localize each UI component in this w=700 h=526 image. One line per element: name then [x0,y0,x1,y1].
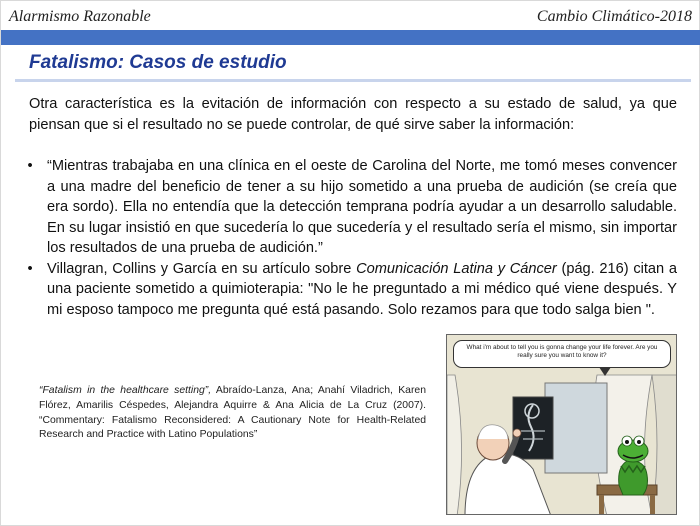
speech-bubble [453,340,671,368]
title-underline [15,79,691,82]
frog-figure [619,461,648,495]
cartoon-image [446,334,677,515]
header-accent-bar [1,30,700,45]
speech-bubble-tail [599,367,611,376]
citation-authors: Abraído-Lanza, Ana; Anahí Viladrich, Karen Flórez, Amarilis Céspedes, Alejandra Aquirre & Ana Alicia de La Cruz (2007). “Commentary: Fatalismo Reconsidered: A Cautionary Note for Health-Related Research and Practice with Latino Populations” [39,385,426,441]
speech-bubble-text: What i'm about to tell you is gonna change your life forever. Are you really sure you want to know it? [466,344,658,360]
bullet-text-start: Villagran, Collins y García en su artículo sobre [47,260,357,277]
intro-paragraph: Otra característica es la evitación de información con respecto a su estado de salud, ya que piensan que si el resultado no se puede controlar, de qué sirve saber la información: [29,96,677,133]
bullet-list [21,156,677,320]
reference-citation [39,384,426,443]
citation-title: “Fatalism in the healthcare setting”, [39,385,212,396]
bullet-marker: • [27,260,33,277]
article-title: Comunicación Latina y Cáncer [356,260,557,277]
bullet-item-villagran-quote [21,259,677,321]
slide-title: Fatalismo: Casos de estudio [29,52,287,73]
bullet-item-clinic-quote [21,156,677,259]
bullet-marker: • [27,158,33,174]
header-right-text: Cambio Climático-2018 [536,8,692,25]
bullet-text-end: (pág. 216) citan a una paciente sometido a quimioterapia: "No le he preguntado a mi médico qué viene después. Y mi esposo tampoco me pregunta qué está pasando. Solo rezamos para que todo salga bien ". [47,260,677,318]
header-left-text: Alarmismo Razonable [9,8,151,25]
slide-header [1,1,700,31]
bullet-text: “Mientras trabajaba en una clínica en el oeste de Carolina del Norte, me tomó meses convencer a una madre del beneficio de tener a su hijo sometido a una prueba de audición (se creía que era sordo). Ella no entendía que la detección temprana podría ayudar a un desarrollo saludable. En su lugar insistió en que sucedería lo que sucedería y el resultado sería el mismo, sin importar los resultados de una prueba de audición.” [47,158,677,256]
